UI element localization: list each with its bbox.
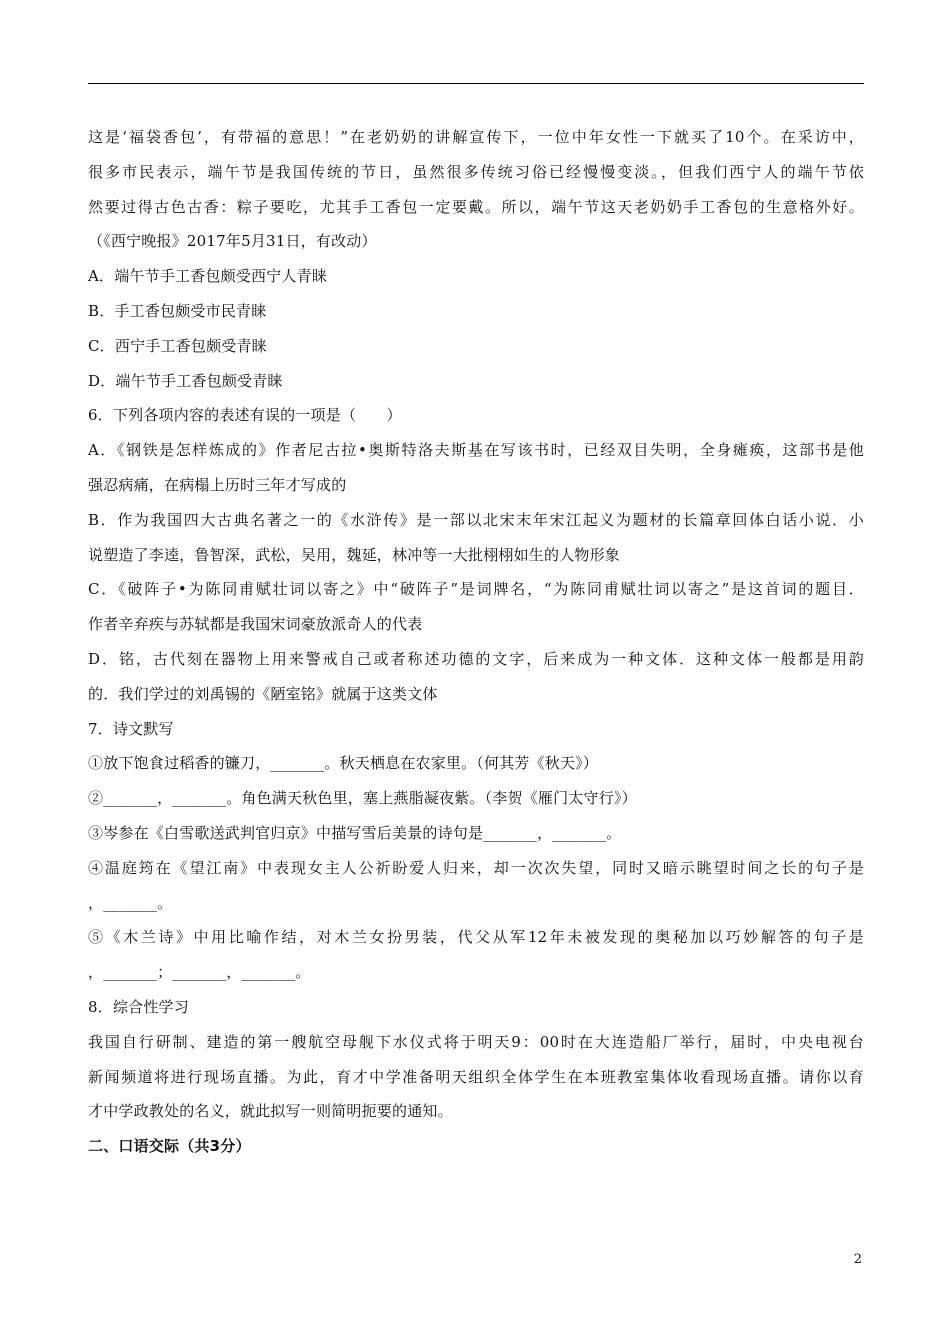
- text-line: 才中学政教处的名义，就此拟写一则简明扼要的通知。: [88, 1102, 453, 1121]
- option-line: B．作为我国四大古典名著之一的《水浒传》是一部以北宋末年宋江起义为题材的长篇章回体白话小说．小: [88, 510, 864, 529]
- option-line: A．端午节手工香包颇受西宁人青睐: [88, 267, 328, 286]
- fill-blank-line: ，_______。: [88, 893, 173, 912]
- option-line: B．手工香包颇受市民青睐: [88, 301, 267, 320]
- section-heading: 二、口语交际（共3分）: [88, 1137, 251, 1156]
- fill-blank-line: ，_______；_______，_______。: [88, 963, 311, 982]
- question-title: 6．下列各项内容的表述有误的一项是（ ）: [88, 406, 402, 425]
- page-body: [88, 120, 864, 1164]
- fill-blank-line: ②_______，_______。角色满天秋色里，塞上燕脂凝夜紫。（李贺《雁门太守行》）: [88, 789, 637, 808]
- option-line: 作者辛弃疾与苏轼都是我国宋词豪放派奇人的代表: [88, 615, 423, 634]
- text-line: 新闻频道将进行现场直播。为此，育才中学准备明天组织全体学生在本班教室集体收看现场直播。请你以育: [88, 1067, 864, 1086]
- text-line: （《西宁晚报》2017年5月31日，有改动）: [88, 232, 377, 251]
- text-line: 我国自行研制、建造的第一艘航空母舰下水仪式将于明天9：00时在大连造船厂举行，届时，中央电视台: [88, 1032, 864, 1051]
- header-rule: [88, 83, 864, 84]
- option-line: D．端午节手工香包颇受青睐: [88, 371, 283, 390]
- option-line: C．西宁手工香包颇受青睐: [88, 336, 267, 355]
- question-title: 7．诗文默写: [88, 719, 174, 738]
- text-line: 很多市民表示，端午节是我国传统的节日，虽然很多传统习俗已经慢慢变淡。，但我们西宁人的端午节依: [88, 162, 864, 181]
- question-title: 8．综合性学习: [88, 997, 189, 1016]
- page-number: 2: [853, 1252, 862, 1267]
- option-line: D．铭，古代刻在器物上用来警戒自己或者称述功德的文字，后来成为一种文体．这种文体一般都是用韵: [88, 649, 864, 668]
- text-line: 这是‘福袋香包’，有带福的意思！”在老奶奶的讲解宣传下，一位中年女性一下就买了10个。在采访中，: [88, 128, 864, 146]
- option-line: 的．我们学过的刘禹锡的《陋室铭》就属于这类文体: [88, 684, 438, 703]
- option-line: 强忍病痛，在病榻上历时三年才写成的: [88, 475, 347, 494]
- option-line: C．《破阵子•为陈同甫赋壮词以寄之》中“破阵子”是词牌名，“为陈同甫赋壮词以寄之”是这首词的题目．: [88, 580, 864, 599]
- fill-blank-line: ④温庭筠在《望江南》中表现女主人公祈盼爱人归来，却一次次失望，同时又暗示眺望时间之长的句子是: [88, 858, 864, 877]
- fill-blank-line: ①放下饱食过稻香的镰刀，_______。秋天栖息在农家里。（何其芳《秋天》）: [88, 754, 599, 773]
- fill-blank-line: ③岑参在《白雪歌送武判官归京》中描写雪后美景的诗句是_______，_______。: [88, 823, 622, 842]
- text-line: 然要过得古色古香：粽子要吃，尤其手工香包一定要戴。所以，端午节这天老奶奶手工香包的生意格外好。: [88, 197, 864, 216]
- option-line: 说塑造了李逵，鲁智深，武松，吴用，魏延，林冲等一大批栩栩如生的人物形象: [88, 545, 621, 564]
- option-line: A．《钢铁是怎样炼成的》作者尼古拉•奥斯特洛夫斯基在写该书时，已经双目失明，全身瘫痪，这部书是他: [88, 441, 864, 460]
- fill-blank-line: ⑤《木兰诗》中用比喻作结，对木兰女扮男装，代父从军12年未被发现的奥秘加以巧妙解答的句子是: [88, 928, 864, 947]
